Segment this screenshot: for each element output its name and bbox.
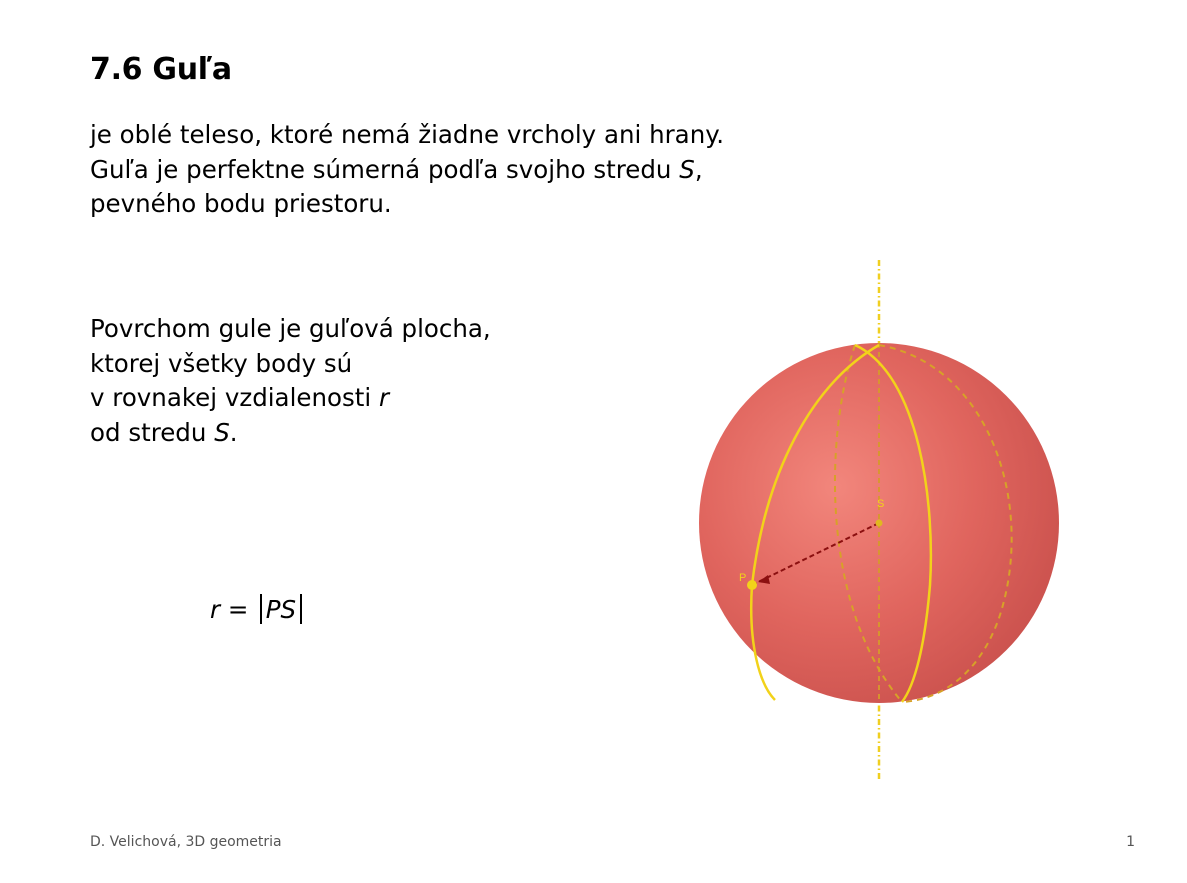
- label-s: S: [877, 498, 885, 510]
- label-p: P: [739, 572, 747, 584]
- surface-line-4-text: od stredu: [90, 417, 215, 447]
- intro-line-1: je oblé teleso, ktoré nemá žiadne vrcholy ani hrany.: [90, 120, 725, 149]
- surface-point-p: [747, 580, 757, 590]
- radius-variable: r: [378, 383, 390, 412]
- surface-line-4-period: .: [229, 417, 238, 447]
- page-number: 1: [1126, 834, 1135, 850]
- formula-rhs: PS: [265, 595, 297, 624]
- abs-bar-left: [260, 594, 262, 624]
- formula-lhs: r: [210, 595, 221, 624]
- surface-paragraph: [90, 312, 650, 450]
- center-point-s: [876, 520, 883, 527]
- abs-bar-right: [300, 594, 302, 624]
- surface-line-4: [90, 416, 650, 451]
- intro-line-3: pevného bodu priestoru.: [90, 189, 392, 218]
- intro-line-2-text: Guľa je perfektne súmerná podľa svojho stredu: [90, 154, 680, 184]
- intro-line-2: [90, 153, 910, 188]
- surface-line-3: [90, 381, 650, 416]
- intro-paragraph: [90, 118, 910, 222]
- center-variable: S: [679, 154, 695, 184]
- intro-line-2-comma: ,: [694, 154, 703, 184]
- formula-equals: =: [220, 595, 257, 624]
- surface-line-1: Povrchom gule je guľová plocha,: [90, 314, 491, 343]
- surface-line-3-text: v rovnakej vzdialenosti: [90, 383, 379, 412]
- surface-line-2: ktorej všetky body sú: [90, 348, 353, 378]
- radius-formula: [210, 594, 306, 624]
- footer-author: D. Velichová, 3D geometria: [90, 834, 282, 850]
- sphere-figure: [690, 255, 1070, 785]
- slide-title: 7.6 Guľa: [90, 52, 232, 87]
- center-variable-2: S: [214, 417, 230, 447]
